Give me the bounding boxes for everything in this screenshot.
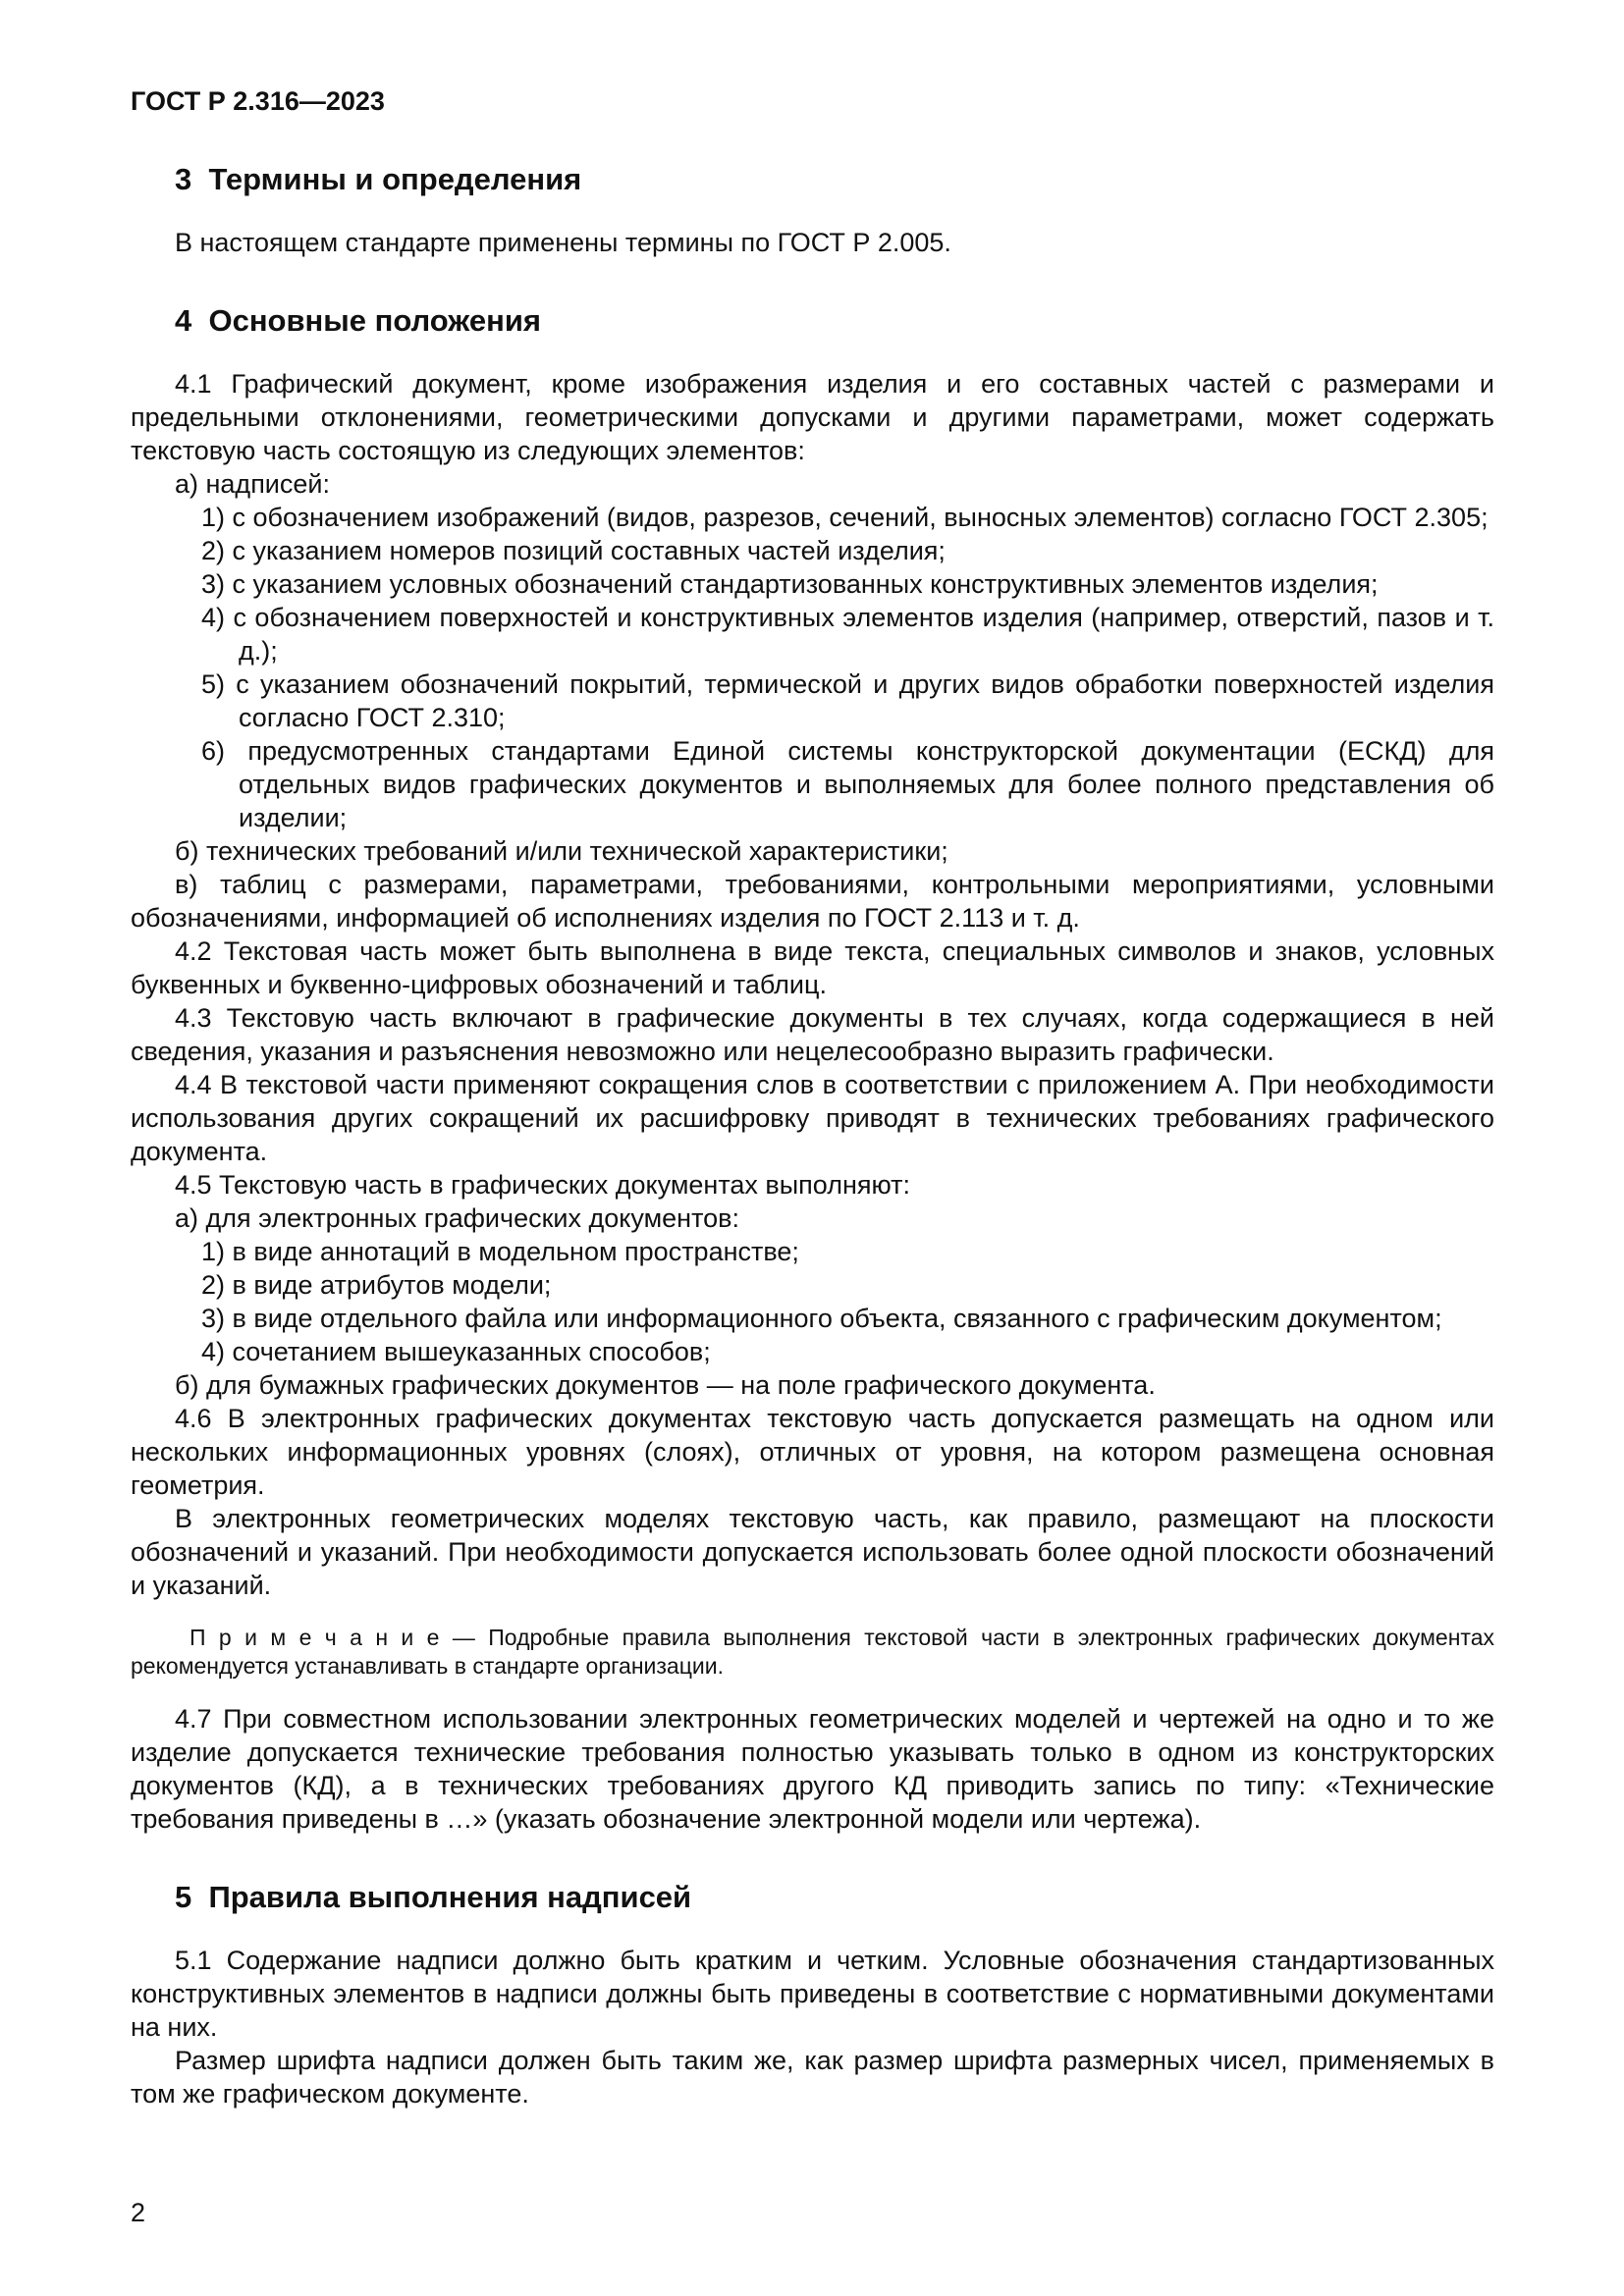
paragraph: в) таблиц с размерами, параметрами, требованиями, контрольными мероприятиями, условными обозначениями, информацией об исполнениях изделия по ГОСТ 2.113 и т. д. [131,870,1494,933]
paragraph: В электронных геометрических моделях текстовую часть, как правило, размещают на плоскости обозначений и указаний. При необходимости допускается использовать более одной плоскости обозначений и указаний. [131,1504,1494,1600]
paragraph: а) для электронных графических документов: [175,1203,739,1233]
note-paragraph: П р и м е ч а н и е — Подробные правила выполнения текстовой части в электронных графических документах рекомендуется устанавливать в стандарте организации. [131,1625,1494,1679]
list-item: 3) с указанием условных обозначений стандартизованных конструктивных элементов изделия; [201,569,1379,599]
document-content [131,161,1494,2110]
paragraph: 4.6 В электронных графических документах текстовую часть допускается размещать на одном или нескольких информационных уровнях (слоях), отличных от уровня, на котором размещена основная геометрия. [131,1404,1494,1500]
doc-number: ГОСТ Р 2.316—2023 [131,86,385,116]
list-item: 3) в виде отдельного файла или информационного объекта, связанного с графическим документом; [201,1304,1442,1333]
paragraph: Размер шрифта надписи должен быть таким же, как размер шрифта размерных чисел, применяемых в том же графическом документе. [131,2046,1494,2109]
list-item: 1) с обозначением изображений (видов, разрезов, сечений, выносных элементов) согласно ГОСТ 2.305; [201,503,1489,532]
section-heading: 5 Правила выполнения надписей [175,1880,692,1914]
list-item: 5) с указанием обозначений покрытий, термической и других видов обработки поверхностей изделия согласно ГОСТ 2.310; [201,669,1494,732]
paragraph: 5.1 Содержание надписи должно быть кратким и четким. Условные обозначения стандартизованных конструктивных элементов в надписи должны быть приведены в соответствие с нормативными документами на них. [131,1946,1494,2042]
paragraph: В настоящем стандарте применены термины по ГОСТ Р 2.005. [175,228,951,257]
paragraph: 4.3 Текстовую часть включают в графические документы в тех случаях, когда содержащиеся в ней сведения, указания и разъяснения невозможно или нецелесообразно выразить графически. [131,1003,1494,1066]
list-item: 2) с указанием номеров позиций составных частей изделия; [201,536,946,565]
paragraph: б) технических требований и/или технической характеристики; [175,836,948,866]
paragraph: 4.5 Текстовую часть в графических документах выполняют: [175,1170,910,1200]
section-heading: 3 Термины и определения [175,162,582,196]
paragraph: 4.2 Текстовая часть может быть выполнена в виде текста, специальных символов и знаков, условных буквенных и буквенно-цифровых обозначений и таблиц. [131,936,1494,999]
paragraph: б) для бумажных графических документов — на поле графического документа. [175,1370,1156,1400]
list-item: 2) в виде атрибутов модели; [201,1270,552,1300]
paragraph: 4.1 Графический документ, кроме изображения изделия и его составных частей с размерами и предельными отклонениями, геометрическими допусками и другими параметрами, может содержать текстовую часть состоящую из следующих элементов: [131,369,1494,465]
list-item: 4) сочетанием вышеуказанных способов; [201,1337,711,1366]
list-item: 6) предусмотренных стандартами Единой системы конструкторской документации (ЕСКД) для отдельных видов графических документов и выполняемых для более полного представления об изделии; [201,736,1494,832]
section-heading: 4 Основные положения [175,303,541,338]
list-item: 4) с обозначением поверхностей и конструктивных элементов изделия (например, отверстий, пазов и т. д.); [201,603,1494,666]
paragraph: 4.7 При совместном использовании электронных геометрических моделей и чертежей на одно и то же изделие допускается технические требования полностью указывать только в одном из конструкторских документов (КД), а в технических требованиях другого КД приводить запись по типу: «Технические требования приведены в …» (указать обозначение электронной модели или чертежа). [131,1704,1494,1834]
paragraph: а) надписей: [175,469,330,499]
page-number: 2 [131,2198,146,2227]
paragraph: 4.4 В текстовой части применяют сокращения слов в соответствии с приложением А. При необходимости использования других сокращений их расшифровку приводят в технических требованиях графического документа. [131,1070,1494,1166]
list-item: 1) в виде аннотаций в модельном пространстве; [201,1237,799,1266]
running-header [131,84,1494,118]
